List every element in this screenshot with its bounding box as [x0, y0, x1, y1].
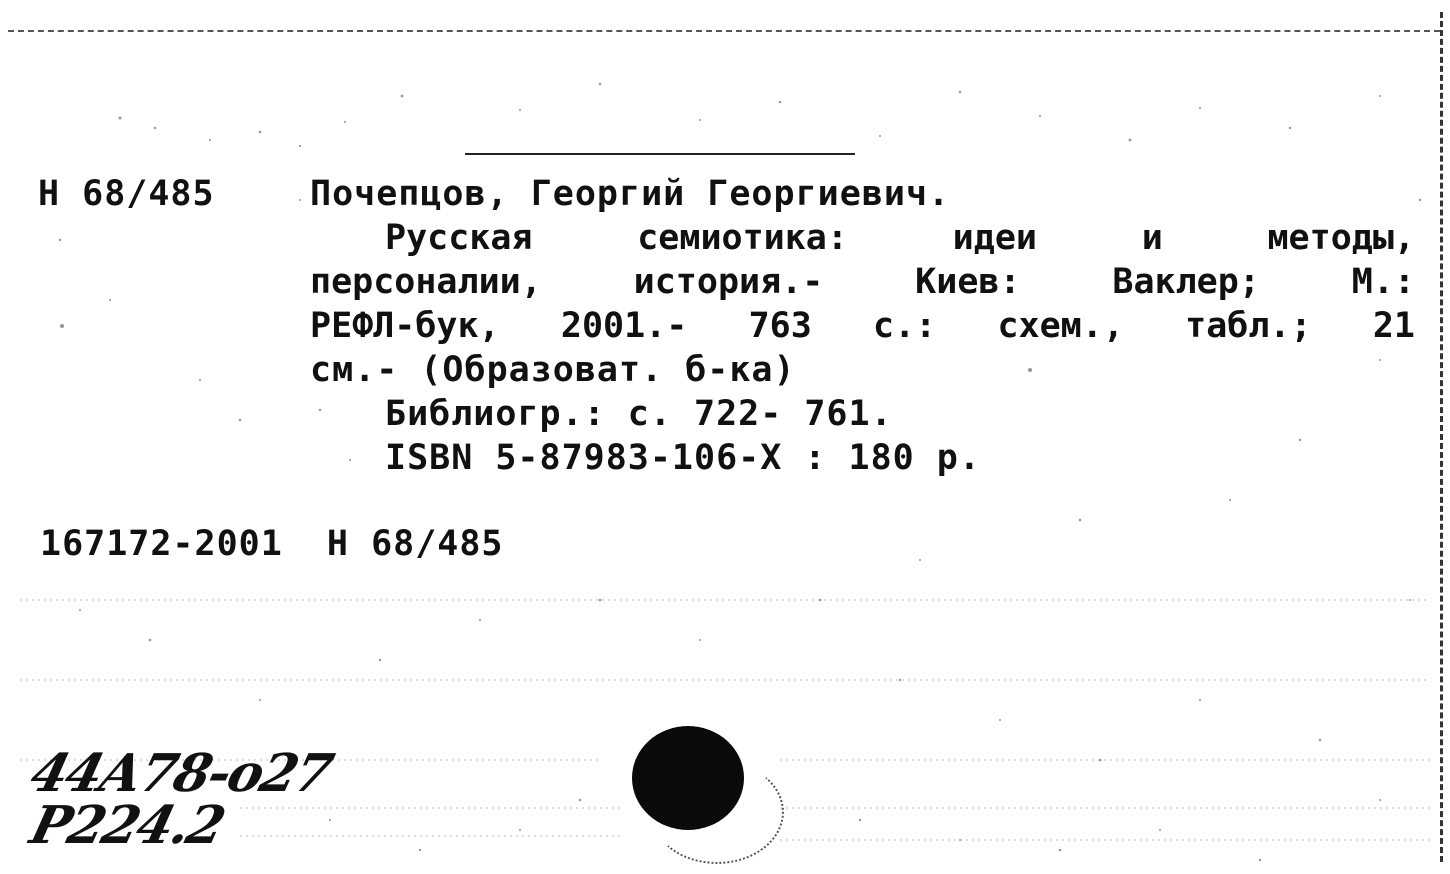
title-word: история.- — [633, 262, 824, 302]
title-word: М.: — [1351, 262, 1415, 302]
title-word: Ваклер; — [1112, 262, 1260, 302]
accession-line: 167172-2001 Н 68/485 — [40, 524, 504, 564]
title-word: с.: — [873, 306, 937, 346]
title-line-1 — [385, 216, 1415, 260]
title-word: Русская — [385, 218, 533, 258]
title-word: 21 — [1372, 306, 1415, 346]
title-line-2 — [310, 260, 1415, 304]
title-word: РЕФЛ-бук, — [310, 306, 500, 346]
title-word: методы, — [1267, 218, 1415, 258]
call-number: Н 68/485 — [38, 174, 215, 214]
series-line: см.- (Образоват. б-ка) — [310, 350, 796, 390]
right-dashed-rule — [1440, 12, 1443, 862]
title-word: табл.; — [1185, 306, 1312, 346]
bibliography-note: Библиогр.: с. 722- 761. — [385, 394, 893, 434]
title-word: Киев: — [915, 262, 1021, 302]
title-word: схем., — [997, 306, 1124, 346]
top-dashed-rule — [8, 30, 1440, 32]
title-word: 763 — [748, 306, 812, 346]
handwritten-classification-2: Р224.2 — [24, 795, 230, 856]
title-word: идеи — [952, 218, 1037, 258]
author-heading: Почепцов, Георгий Георгиевич. — [310, 174, 951, 214]
title-line-3 — [310, 304, 1415, 348]
header-rule — [465, 153, 855, 155]
isbn-price: ISBN 5-87983-106-X : 180 р. — [385, 438, 981, 478]
title-word: персоналии, — [310, 262, 542, 302]
title-word: 2001.- — [560, 306, 688, 346]
title-word: и — [1141, 218, 1163, 258]
library-stamp — [632, 726, 744, 830]
handwritten-classification-1: 44А78-о27 — [24, 743, 338, 804]
title-word: семиотика: — [637, 218, 848, 258]
